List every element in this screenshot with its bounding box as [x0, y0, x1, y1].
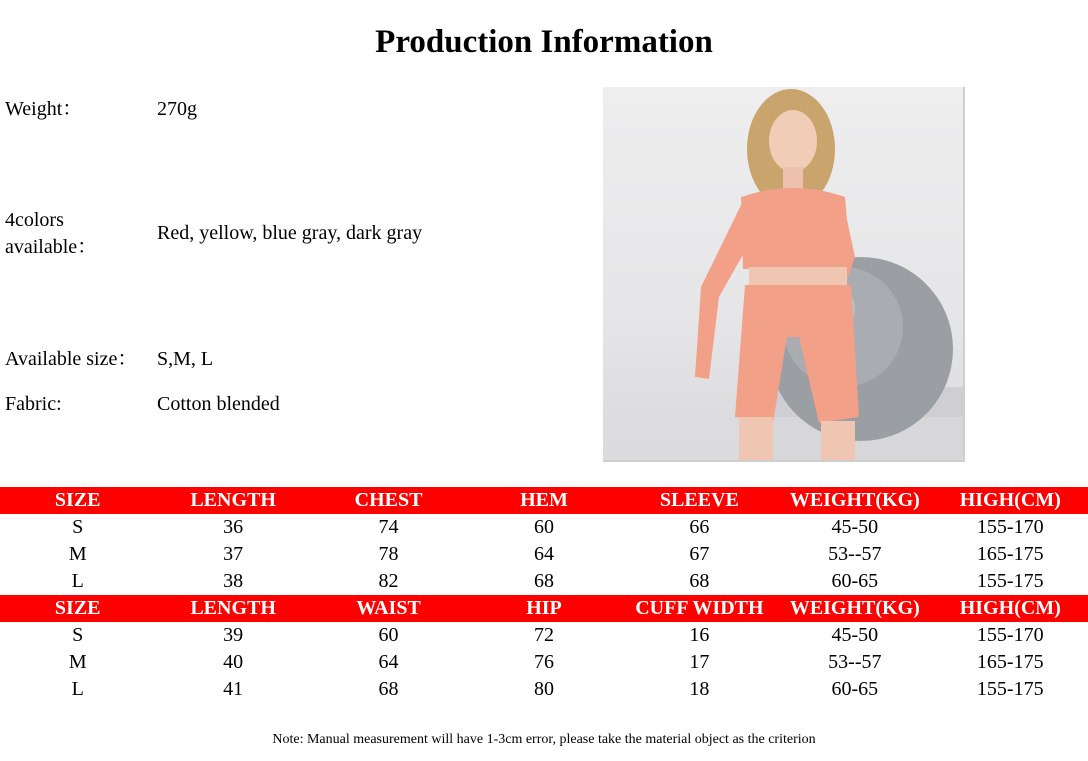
table-cell: 41 [223, 678, 244, 700]
table-cell: 38 [223, 570, 244, 592]
table-row [0, 649, 1088, 676]
spec-label-size: Available size： [5, 348, 138, 370]
table-cell: 68 [378, 678, 399, 700]
table-cell: 53--57 [828, 543, 882, 565]
spec-value-weight: 270g [157, 98, 197, 120]
table-cell: 67 [689, 543, 710, 565]
table-row [0, 568, 1088, 595]
header-cell: WAIST [311, 595, 466, 622]
table-cell: 155-170 [976, 624, 1044, 646]
table-cell: 18 [689, 678, 710, 700]
table-row [0, 514, 1088, 541]
table-cell: 60-65 [831, 678, 879, 700]
table-cell: 60 [533, 516, 554, 538]
table-cell: 72 [533, 624, 554, 646]
table-cell: 155-175 [976, 678, 1044, 700]
table-cell: 45-50 [831, 516, 879, 538]
table-cell: M [68, 543, 87, 565]
header-cell: HEM [466, 487, 621, 514]
table-cell: 39 [223, 624, 244, 646]
table-row [0, 541, 1088, 568]
table-cell: 45-50 [831, 624, 879, 646]
table-cell: 60-65 [831, 570, 879, 592]
table-cell: 165-175 [976, 651, 1044, 673]
header-cell: SLEEVE [622, 487, 777, 514]
table-row [0, 676, 1088, 703]
table-cell: L [71, 570, 84, 592]
spec-value-fabric: Cotton blended [157, 393, 280, 415]
header-cell: WEIGHT(KG) [777, 487, 932, 514]
header-cell: HIGH(CM) [933, 595, 1088, 622]
header-cell: SIZE [0, 487, 155, 514]
page-title: Production Information [375, 24, 713, 60]
spec-label-colors-line1: 4colors [5, 209, 64, 231]
measurement-note: Note: Manual measurement will have 1-3cm error, please take the material object as the criterion [272, 732, 816, 747]
table-cell: 66 [689, 516, 710, 538]
header-cell: SIZE [0, 595, 155, 622]
spec-label-weight: Weight： [5, 98, 83, 120]
model-illustration [603, 87, 965, 462]
top-size-table [0, 487, 1088, 595]
table-cell: 76 [533, 651, 554, 673]
table-cell: 68 [533, 570, 554, 592]
table-row [0, 622, 1088, 649]
table-cell: 64 [533, 543, 554, 565]
header-cell: LENGTH [155, 595, 310, 622]
table-cell: 17 [689, 651, 710, 673]
table-cell: 16 [689, 624, 710, 646]
table-cell: 64 [378, 651, 399, 673]
header-cell: HIGH(CM) [933, 487, 1088, 514]
bottom-size-table [0, 595, 1088, 703]
table-cell: 78 [378, 543, 399, 565]
table-cell: 53--57 [828, 651, 882, 673]
table-cell: 155-170 [976, 516, 1044, 538]
table-cell: 40 [223, 651, 244, 673]
table-cell: 80 [533, 678, 554, 700]
header-cell: CHEST [311, 487, 466, 514]
table-cell: 74 [378, 516, 399, 538]
table-cell: L [71, 678, 84, 700]
table-cell: 36 [223, 516, 244, 538]
table-cell: 165-175 [976, 543, 1044, 565]
top-table-header [0, 487, 1088, 514]
table-cell: S [72, 624, 84, 646]
table-cell: S [72, 516, 84, 538]
table-cell: 82 [378, 570, 399, 592]
bottom-table-header [0, 595, 1088, 622]
face [769, 110, 817, 172]
table-cell: 37 [223, 543, 244, 565]
header-cell: LENGTH [155, 487, 310, 514]
table-cell: 68 [689, 570, 710, 592]
header-cell: WEIGHT(KG) [777, 595, 932, 622]
spec-label-colors-line2: available： [5, 236, 98, 258]
table-cell: 60 [378, 624, 399, 646]
spec-value-size: S,M, L [157, 348, 214, 370]
header-cell: HIP [466, 595, 621, 622]
header-cell: CUFF WIDTH [622, 595, 777, 622]
product-photo [603, 87, 965, 462]
table-cell: 155-175 [976, 570, 1044, 592]
spec-value-colors: Red, yellow, blue gray, dark gray [157, 222, 423, 244]
table-cell: M [68, 651, 87, 673]
spec-label-fabric: Fabric: [5, 393, 62, 415]
